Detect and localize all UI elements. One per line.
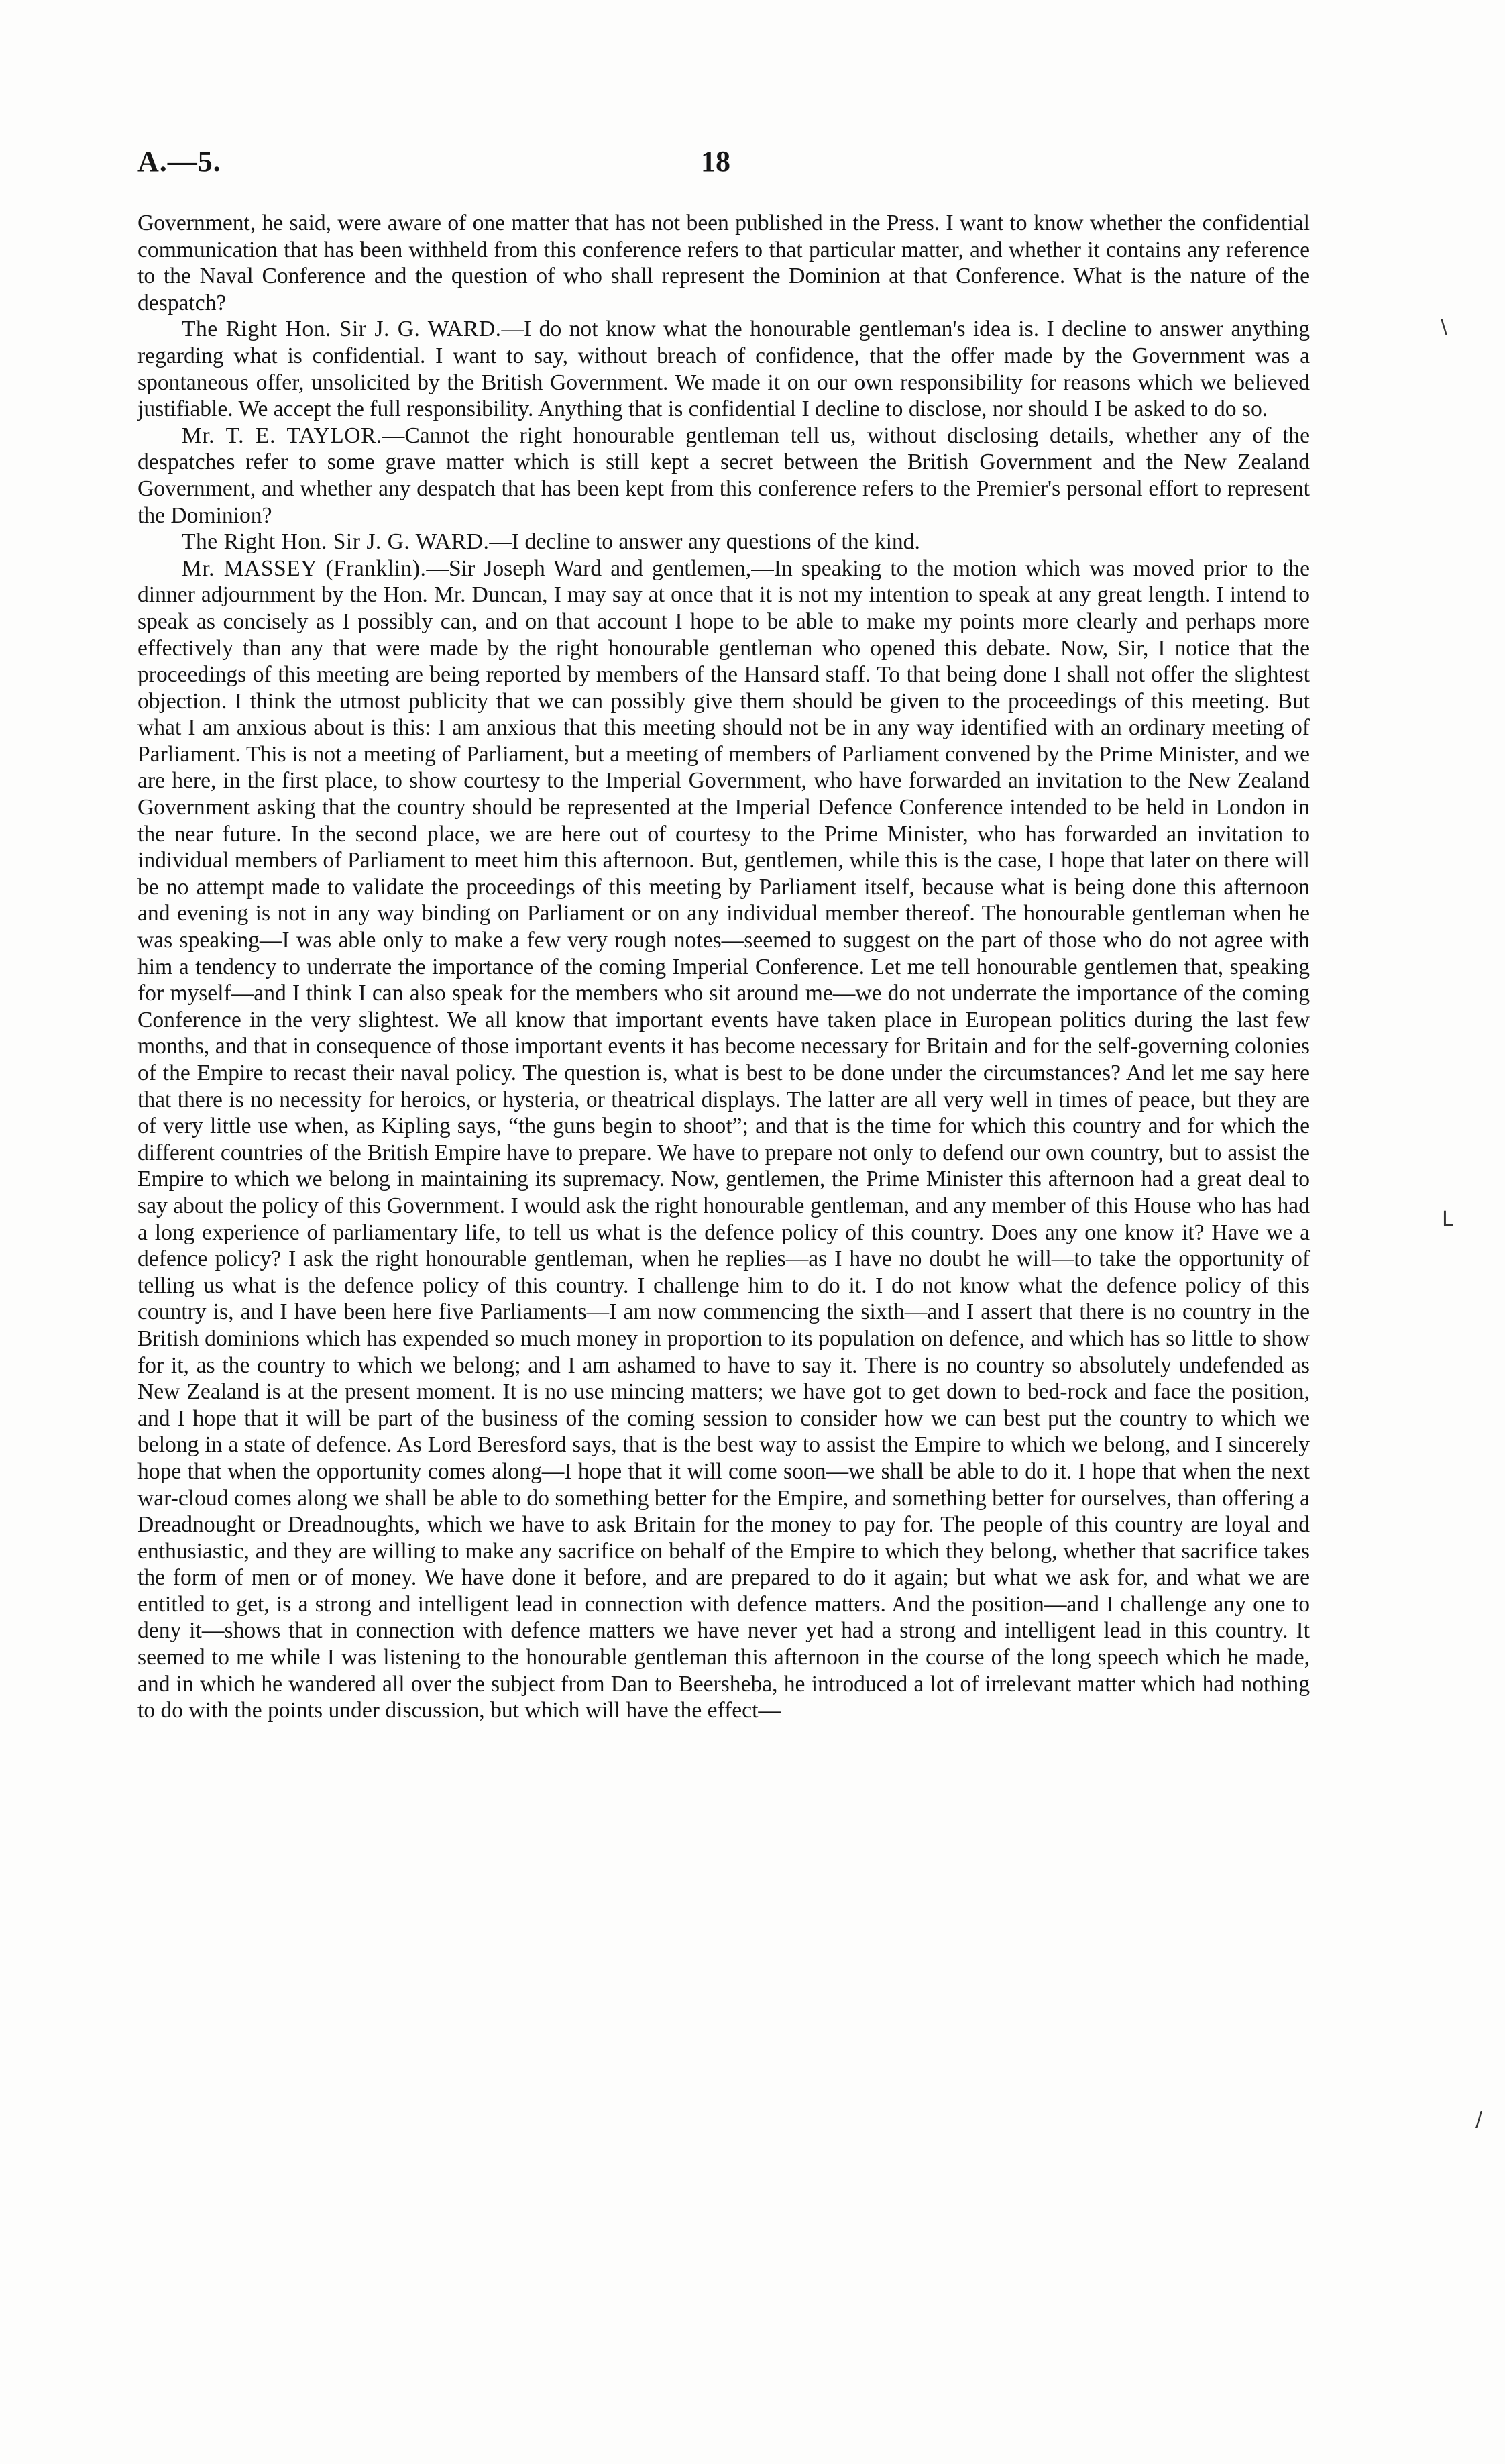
page-number: 18 bbox=[701, 145, 730, 178]
margin-mark: / bbox=[1475, 2108, 1483, 2131]
body-text bbox=[137, 210, 1310, 1724]
margin-mark: L bbox=[1442, 1208, 1453, 1231]
paragraph-text: —Cannot the right honourable gentleman tell us, without disclosing details, whether any of the despatches refer to some grave matter which is still kept a secret between the British Government and the New Zealand Government, and whether any despatch that has been kept from this conference refers to the Premier's personal effort to represent the Dominion? bbox=[137, 423, 1310, 528]
paragraph-text: —I decline to answer any questions of the kind. bbox=[489, 529, 920, 555]
paragraph-text: Government, he said, were aware of one matter that has not been published in the Press. I want to know whether the confidential communication that has been withheld from this conference refers to that particular matter, and whether it contains any reference to the Naval Conference and the question of who shall represent the Dominion at that Conference. What is the nature of the despatch? bbox=[137, 211, 1310, 315]
margin-mark: \ bbox=[1441, 315, 1448, 339]
page-header bbox=[137, 144, 1311, 191]
speaker-name: Mr. MASSEY (Franklin). bbox=[182, 555, 427, 581]
paragraph-ward-decline bbox=[137, 529, 1310, 555]
paragraph-massey-speech bbox=[137, 555, 1310, 1724]
speaker-name: The Right Hon. Sir J. G. WARD. bbox=[182, 529, 490, 555]
document-reference: A.—5. bbox=[137, 145, 221, 178]
paragraph-ward-reply bbox=[137, 316, 1310, 422]
paragraph-continuation bbox=[137, 210, 1310, 316]
paragraph-taylor-question bbox=[137, 423, 1310, 529]
speaker-name: Mr. T. E. TAYLOR. bbox=[182, 423, 382, 448]
speaker-name: The Right Hon. Sir J. G. WARD. bbox=[182, 317, 502, 342]
paragraph-text: —Sir Joseph Ward and gentlemen,—In speaking to the motion which was moved prior to the dinner adjournment by the Hon. Mr. Duncan, I may say at once that it is not my intention to speak at any great length. I intend to speak as concisely as I possibly can, and on that account I hope to be able to make my points more clearly and perhaps more effectively than any that were made by the right honourable gentleman who opened this debate. Now, Sir, I notice that the proceedings of this meeting are being reported by members of the Hansard staff. To that being done I shall not offer the slightest objection. I think the utmost publicity that we can possibly give them should be given to the proceedings of this meeting. But what I am anxious about is this: I am anxious that this meeting should not be in any way identified with an ordinary meeting of Parliament. This is not a meeting of Parliament, but a meeting of members of Parliament convened by the Prime Minister, and we are here, in the first place, to show courtesy to the Imperial Government, who have forwarded an invitation to the New Zealand Government asking that the country should be represented at the Imperial Defence Conference intended to be held in London in the near future. In the second place, we are here out of courtesy to the Prime Minister, who has forwarded an invitation to individual members of Parliament to meet him this afternoon. But, gentlemen, while this is the case, I hope that later on there will be no attempt made to validate the proceedings of this meeting by Parliament itself, because what is being done this afternoon and evening is not in any way binding on Parliament or on any individual member thereof. The honourable gentleman when he was speaking—I was able only to make a few very rough notes—seemed to suggest on the part of those who do not agree with him a tendency to underrate the importance of the coming Imperial Conference. Let me tell honourable gentlemen that, speaking for myself—and I think I can also speak for the members who sit around me—we do not underrate the importance of the coming Conference in the very slightest. We all know that important events have taken place in European politics during the last few months, and that in consequence of those important events it has become necessary for Britain and for the self-governing colonies of the Empire to recast their naval policy. The question is, what is best to be done under the circumstances? And let me say here that there is no necessity for heroics, or hysteria, or theatrical displays. The latter are all very well in times of peace, but they are of very little use when, as Kipling says, “the guns begin to shoot”; and that is the time for which this country and for which the different countries of the British Empire have to prepare. We have to prepare not only to defend our own country, but to assist the Empire to which we belong in maintaining its supremacy. Now, gentlemen, the Prime Minister this afternoon had a great deal to say about the policy of this Government. I would ask the right honourable gentleman, and any member of this House who has had a long experience of parliamentary life, to tell us what is the defence policy of this country. Does any one know it? Have we a defence policy? I ask the right honourable gentleman, when he replies—as I have no doubt he will—to take the opportunity of telling us what is the defence policy of this country. I challenge him to do it. I do not know what the defence policy of this country is, and I have been here five Parliaments—I am now commencing the sixth—and I assert that there is no country in the British dominions which has expended so much money in proportion to its population on defence, and which has so little to show for it, as the country to which we belong; and I am ashamed to have to say it. There is no country so absolutely undefended as New Zealand is at the present moment. It is no use mincing matters; we have got to get down to bed-rock and face the position, and I hope that it will be part of the business of the coming session to consider how we can best put the country to which we belong in a state of defence. As Lord Beresford says, that is the best way to assist the Empire to which we belong, and I sincerely hope that when the opportunity comes along—I hope that it will come soon—we shall be able to do it. I hope that when the next war-cloud comes along we shall be able to do something better for the Empire, and something better for ourselves, than offering a Dreadnought or Dreadnoughts, which we have to ask Britain for the money to pay for. The people of this country are loyal and enthusiastic, and they are willing to make any sacrifice on behalf of the Empire to which they belong, whether that sacrifice takes the form of men or of money. We have done it before, and are prepared to do it again; but what we ask for, and what we are entitled to get, is a strong and intelligent lead in connection with defence matters. And the position—and I challenge any one to deny it—shows that in connection with defence matters we have never yet had a strong and intelligent lead in this country. It seemed to me while I was listening to the honourable gentleman this afternoon in the course of the long speech which he made, and in which he wandered all over the subject from Dan to Beersheba, he introduced a lot of irrelevant matter which had nothing to do with the points under discussion, but which will have the effect— bbox=[137, 555, 1310, 1723]
paragraph-text: —I do not know what the honourable gentleman's idea is. I decline to answer anything regarding what is confidential. I want to say, without breach of confidence, that the offer made by the Government was a spontaneous offer, unsolicited by the British Government. We made it on our own responsibility for reasons which we believed justifiable. We accept the full responsibility. Anything that is confidential I decline to disclose, nor should I be asked to do so. bbox=[137, 317, 1310, 422]
